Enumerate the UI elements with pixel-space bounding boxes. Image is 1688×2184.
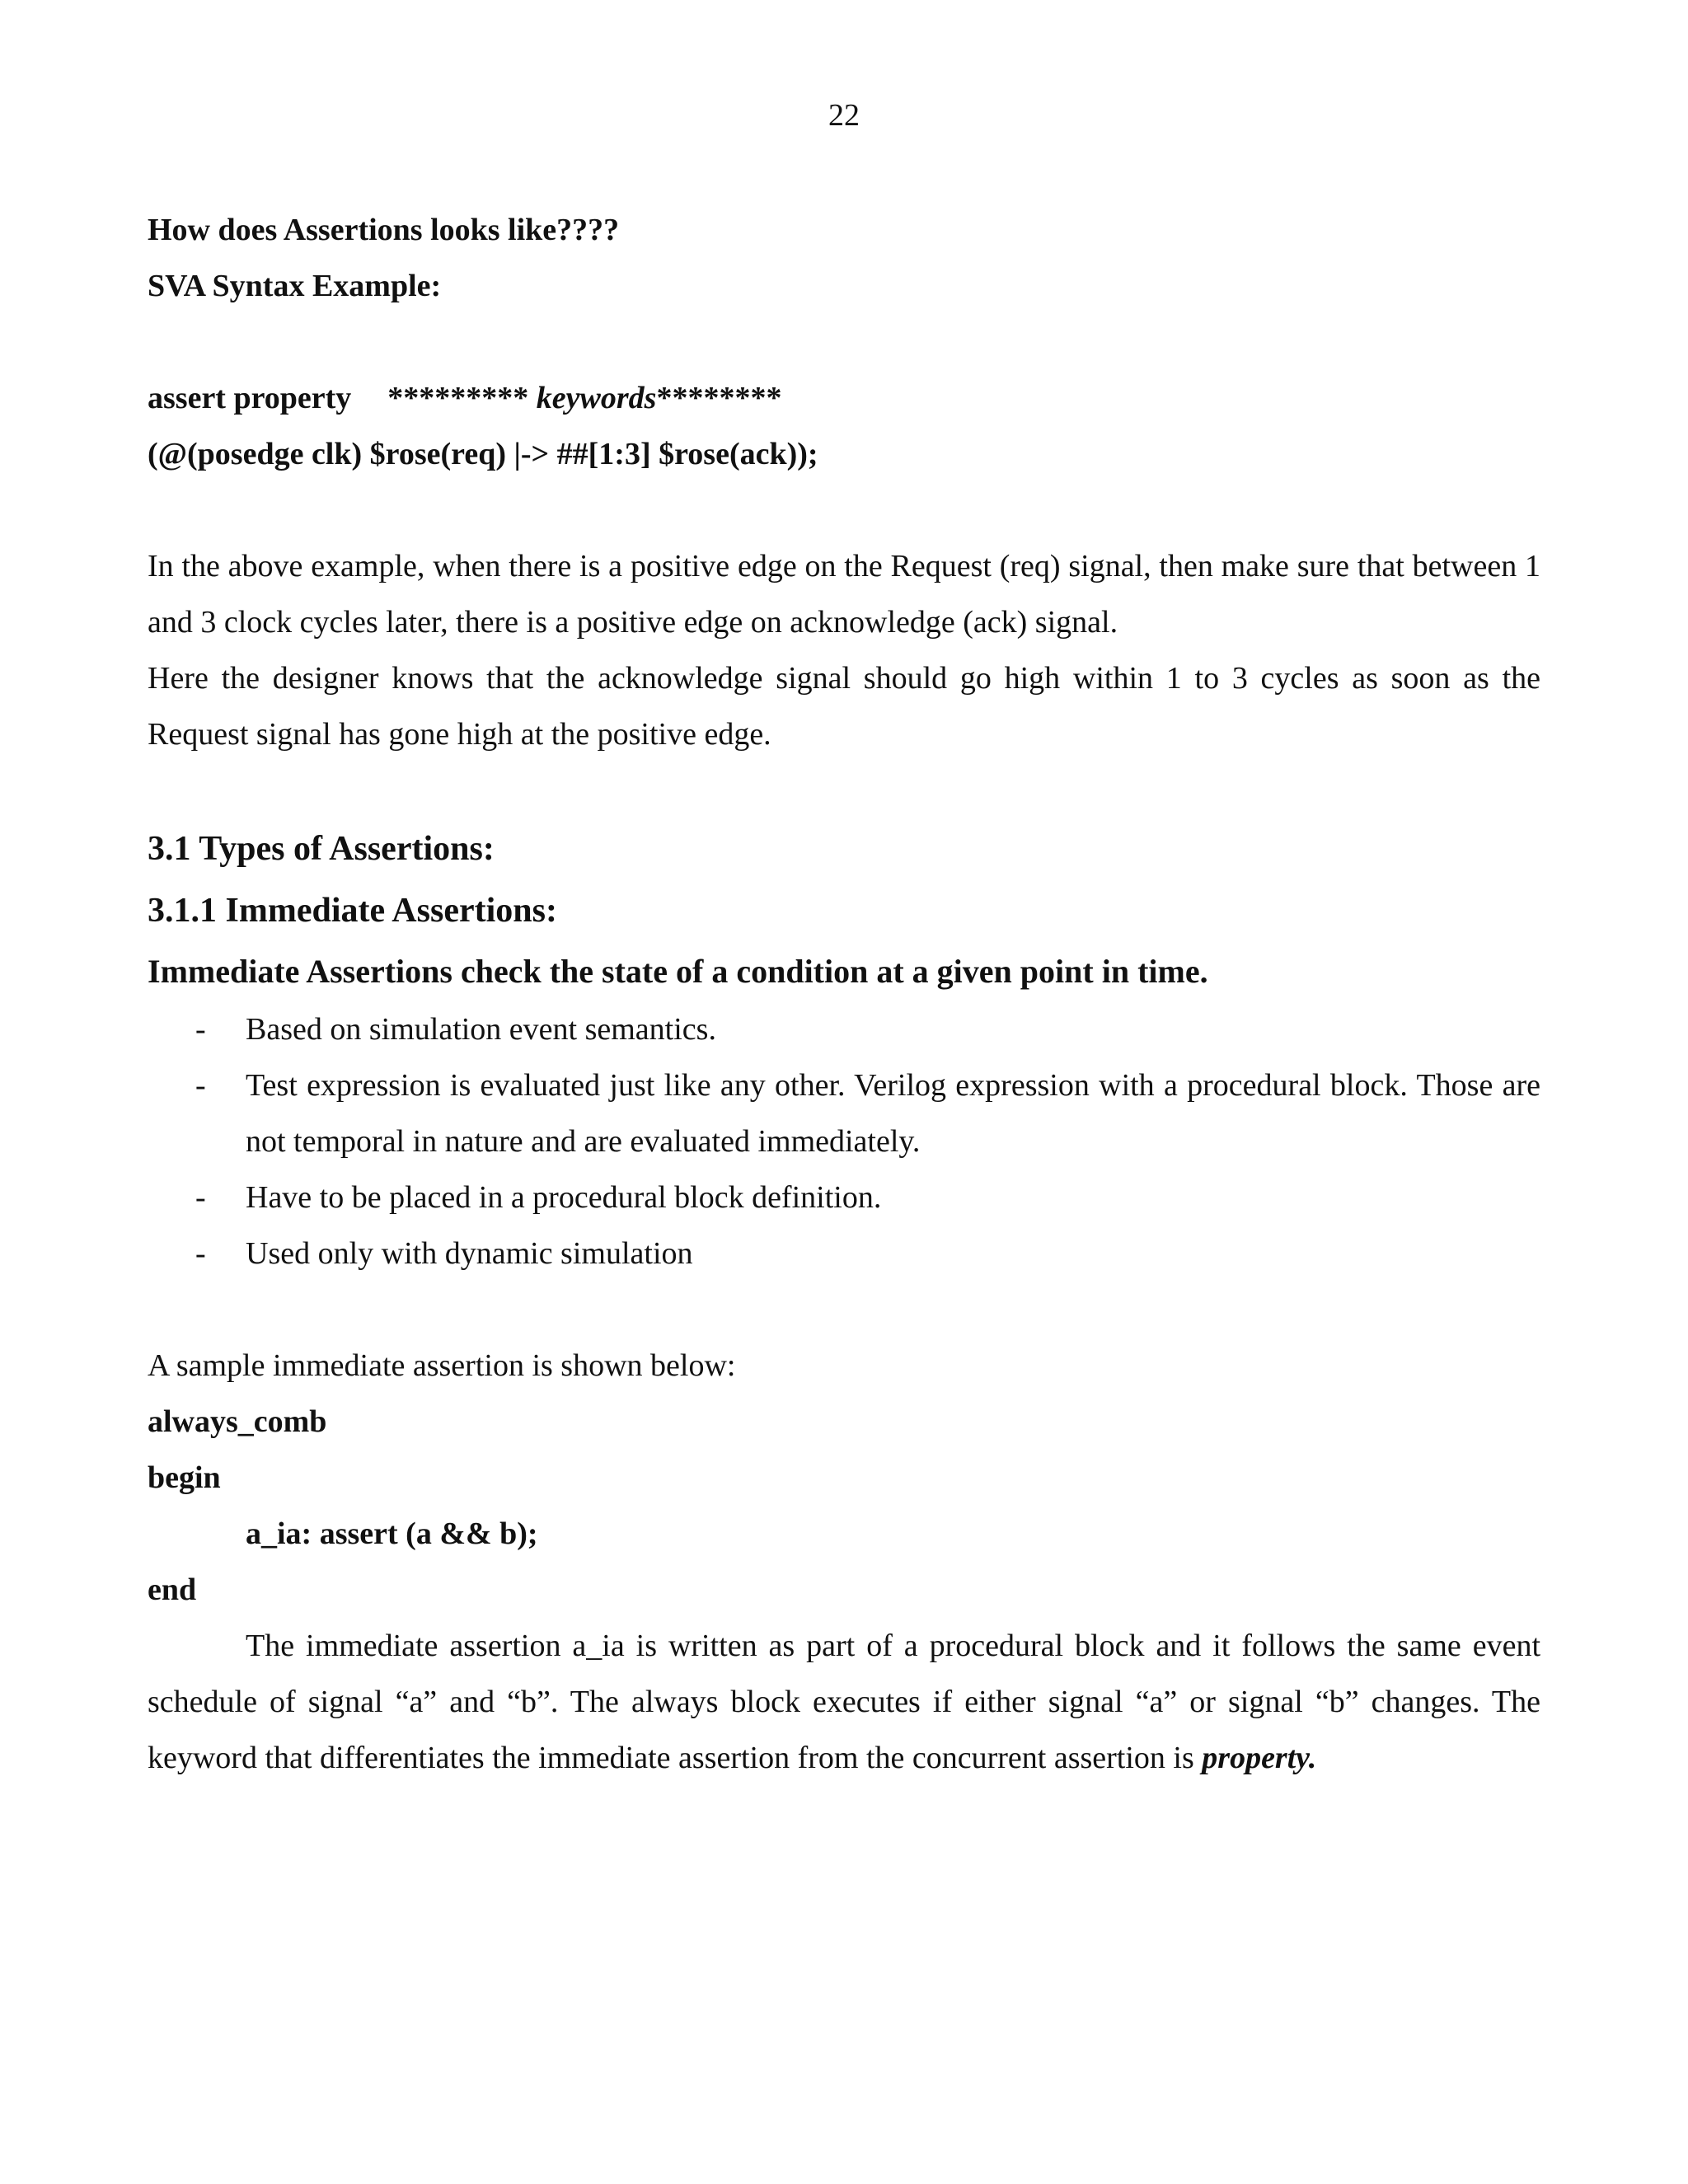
dash-bullet: -: [195, 1012, 206, 1047]
dash-bullet: -: [195, 1068, 206, 1103]
explanation-paragraph-2: Here the designer knows that the acknowledge signal should go high within 1 to 3 cycles as soon as the Request signal has gone high at the positive edge.: [148, 661, 1540, 752]
dash-bullet: -: [195, 1236, 206, 1271]
spacer: [148, 314, 1540, 370]
list-item-text: Test expression is evaluated just like any other. Verilog expression with a procedural block. Those are not temporal in nature and are evaluated immediately.: [246, 1068, 1540, 1159]
explanation-paragraph-1: In the above example, when there is a positive edge on the Request (req) signal, then make sure that between 1 and 3 clock cycles later, there is a positive edge on acknowledge (ack) signal.: [148, 549, 1540, 640]
closing-paragraph: [148, 1618, 1540, 1786]
code-always-comb: always_comb: [148, 1404, 327, 1439]
list-item-text: Have to be placed in a procedural block definition.: [246, 1180, 882, 1215]
code-assert-statement: a_ia: assert (a && b);: [246, 1516, 538, 1551]
code-begin: begin: [148, 1460, 221, 1495]
code-keywords-word: keywords: [536, 381, 657, 415]
dash-bullet: -: [195, 1180, 206, 1215]
list-item: [148, 1001, 1540, 1057]
code-stars-prefix: *********: [387, 381, 529, 415]
spacer: [148, 762, 1540, 818]
list-item: [148, 1169, 1540, 1226]
closing-paragraph-keyword: property.: [1202, 1741, 1317, 1775]
code-stars-suffix: ********: [656, 381, 782, 415]
code-keyword-line: [148, 370, 1540, 426]
code-expression: (@(posedge clk) $rose(req) |-> ##[1:3] $rose(ack));: [148, 437, 818, 471]
code-assert-property: assert property: [148, 381, 352, 415]
bullet-list: [148, 1001, 1540, 1282]
list-item: [148, 1057, 1540, 1169]
section-heading-3-1-1: 3.1.1 Immediate Assertions:: [148, 892, 557, 930]
page-content: [148, 202, 1540, 1786]
code-end: end: [148, 1572, 197, 1607]
closing-paragraph-text: The immediate assertion a_ia is written as part of a procedural block and it follows the same event schedule of signal “a” and “b”. The always block executes if either signal “a” or signal “b” changes. The keyword that differentiates the immediate assertion from the concurrent assertion is: [148, 1629, 1540, 1775]
heading-sva-syntax: SVA Syntax Example:: [148, 269, 442, 303]
section-heading-3-1: 3.1 Types of Assertions:: [148, 830, 495, 868]
lead-statement: Immediate Assertions check the state of a condition at a given point in time.: [148, 953, 1208, 990]
heading-question: How does Assertions looks like????: [148, 213, 620, 247]
list-item-text: Based on simulation event semantics.: [246, 1012, 716, 1047]
list-item-text: Used only with dynamic simulation: [246, 1236, 693, 1271]
sample-intro: A sample immediate assertion is shown below:: [148, 1348, 736, 1383]
spacer: [148, 1282, 1540, 1338]
spacer: [148, 482, 1540, 538]
page-number: 22: [828, 98, 860, 133]
list-item: [148, 1226, 1540, 1282]
